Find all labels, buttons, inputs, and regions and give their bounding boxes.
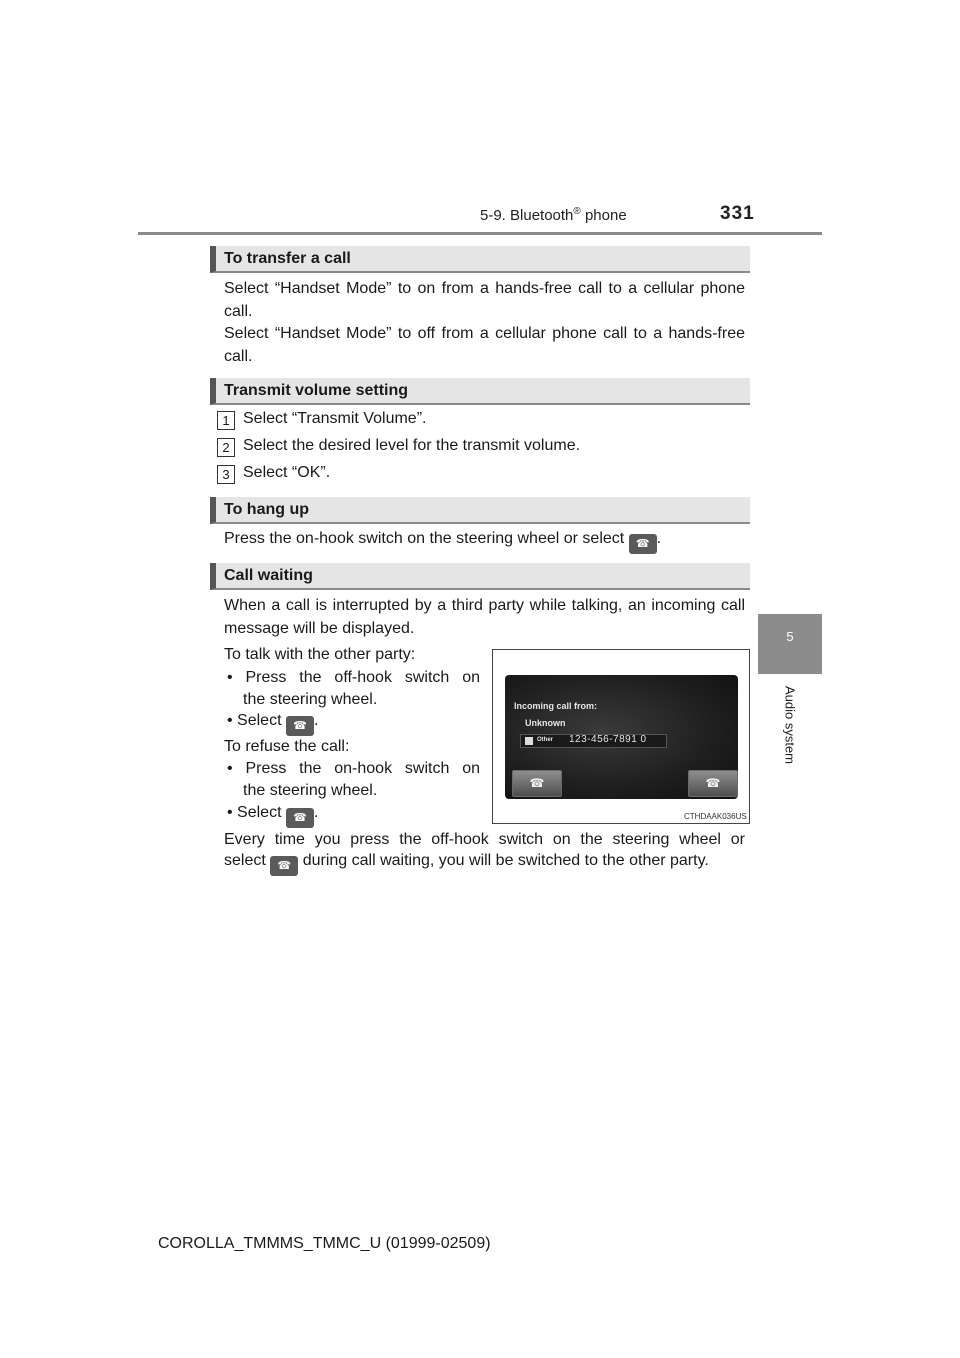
figure-code: CTHDAAK036US [684,812,747,821]
number-type: Other [537,737,554,743]
transfer-text [224,278,745,368]
step-text: Select “OK”. [243,464,331,481]
transfer-line-1: Select “Handset Mode” to on from a hands-free call to a cellular phone call. [224,280,745,320]
chapter-tab [758,614,822,674]
every-time-line-1: Every time you press the off-hook switch on the steering wheel or [224,831,745,848]
onhook-phone-icon: ☎ [705,776,721,790]
onhook-phone-icon: ☎ [286,808,314,828]
heading-transmit-volume: Transmit volume setting [210,378,750,405]
incoming-call-title: Incoming call from: [514,701,598,711]
hangup-text: Press the on-hook switch on the steering wheel or select ☎ . [224,530,661,554]
offhook-phone-icon: ☎ [270,856,298,876]
onhook-phone-icon: ☎ [629,534,657,554]
step-number: 2 [217,438,235,457]
refuse-bullet-2: • Select ☎ . [227,804,318,828]
document-id: COROLLA_TMMMS_TMMC_U (01999-02509) [158,1235,491,1252]
talk-heading: To talk with the other party: [224,646,416,663]
every-time-line-2: select ☎ during call waiting, you will be switched to the other party. [224,852,709,876]
waiting-intro: When a call is interrupted by a third party while talking, an incoming call message will be displayed. [224,597,745,637]
caller-number: 123-456-7891 0 [569,734,647,745]
header-rule [138,232,822,235]
chapter-number: 5 [786,629,794,644]
heading-transfer-call: To transfer a call [210,246,750,273]
heading-call-waiting: Call waiting [210,563,750,590]
number-type-icon [525,737,533,745]
talk-bullet-2: • Select ☎ . [227,712,318,736]
refuse-bullet-1-cont: the steering wheel. [243,782,378,799]
section-title: 5-9. Bluetooth® phone [480,206,627,224]
caller-name: Unknown [525,718,566,728]
talk-bullet-1: • Press the off-hook switch on [227,669,480,686]
offhook-phone-icon: ☎ [529,776,545,790]
decline-call-button[interactable] [688,770,738,797]
step-number: 1 [217,411,235,430]
transfer-line-2: Select “Handset Mode” to off from a cellular phone call to a hands-free call. [224,325,745,365]
step-text: Select the desired level for the transmit volume. [243,437,581,454]
step-number: 3 [217,465,235,484]
refuse-heading: To refuse the call: [224,738,350,755]
accept-call-button[interactable] [512,770,562,797]
step-text: Select “Transmit Volume”. [243,410,427,427]
talk-bullet-1-cont: the steering wheel. [243,691,378,708]
refuse-bullet-1: • Press the on-hook switch on [227,760,480,777]
offhook-phone-icon: ☎ [286,716,314,736]
chapter-label: Audio system [782,685,798,765]
page-number: 331 [720,203,755,224]
heading-hang-up: To hang up [210,497,750,524]
